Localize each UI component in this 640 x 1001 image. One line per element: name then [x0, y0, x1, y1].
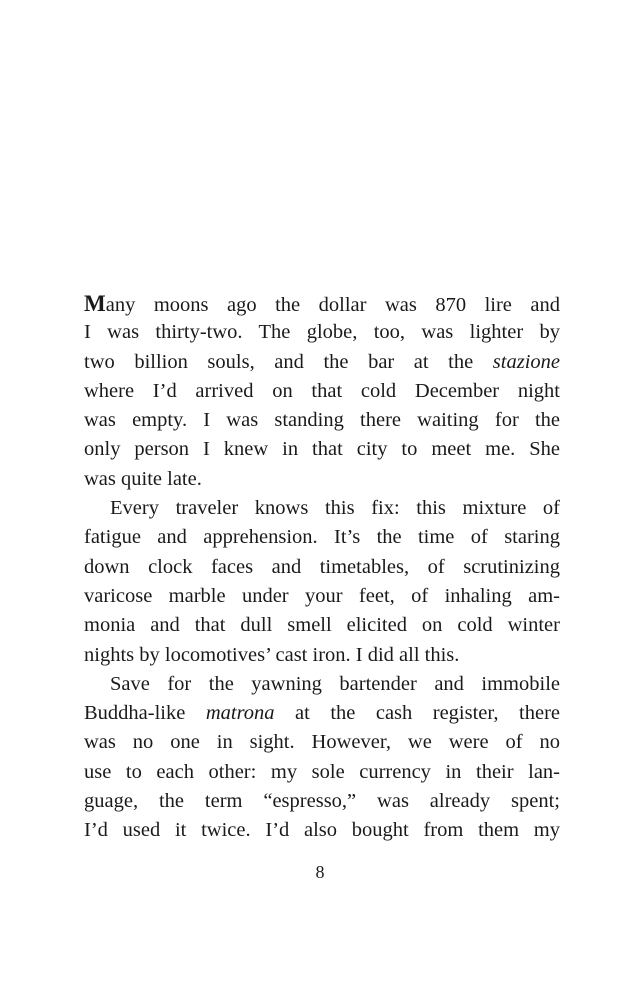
paragraph-1	[84, 289, 560, 494]
text-line: where I’d arrived on that cold December night	[84, 379, 560, 402]
text-line: only person I knew in that city to meet me. She	[84, 438, 560, 461]
text-line: was quite late.	[84, 467, 202, 490]
text-line: Save for the yawning bartender and immobile	[110, 672, 560, 695]
text-line: Many moons ago the dollar was 870 lire and	[84, 291, 560, 316]
body-text	[84, 289, 560, 846]
text-line: Every traveler knows this fix: this mixture of	[110, 497, 560, 520]
page-number: 8	[315, 862, 325, 882]
text-line: I was thirty-two. The globe, too, was lighter by	[84, 321, 560, 344]
text-line: was empty. I was standing there waiting for the	[84, 409, 560, 432]
italic-word: stazione	[492, 350, 560, 373]
drop-cap: M	[84, 291, 106, 316]
paragraph-3	[84, 670, 560, 846]
text-line: varicose marble under your feet, of inhaling am-	[84, 584, 560, 607]
text-line: Buddha-like matrona at the cash register, there	[84, 702, 560, 725]
text-line: fatigue and apprehension. It’s the time of staring	[84, 526, 560, 549]
paragraph-2	[84, 494, 560, 670]
text-line: guage, the term “espresso,” was already spent;	[84, 790, 560, 813]
text-line: down clock faces and timetables, of scrutinizing	[84, 555, 560, 578]
text-line: two billion souls, and the bar at the stazione	[84, 350, 560, 373]
text-line: was no one in sight. However, we were of no	[84, 731, 560, 754]
italic-word: matrona	[205, 702, 275, 725]
text-line: nights by locomotives’ cast iron. I did all this.	[84, 643, 460, 666]
text-line: monia and that dull smell elicited on cold winter	[84, 614, 560, 637]
text-line: I’d used it twice. I’d also bought from them my	[84, 819, 560, 842]
text-line: use to each other: my sole currency in their lan-	[84, 760, 560, 783]
